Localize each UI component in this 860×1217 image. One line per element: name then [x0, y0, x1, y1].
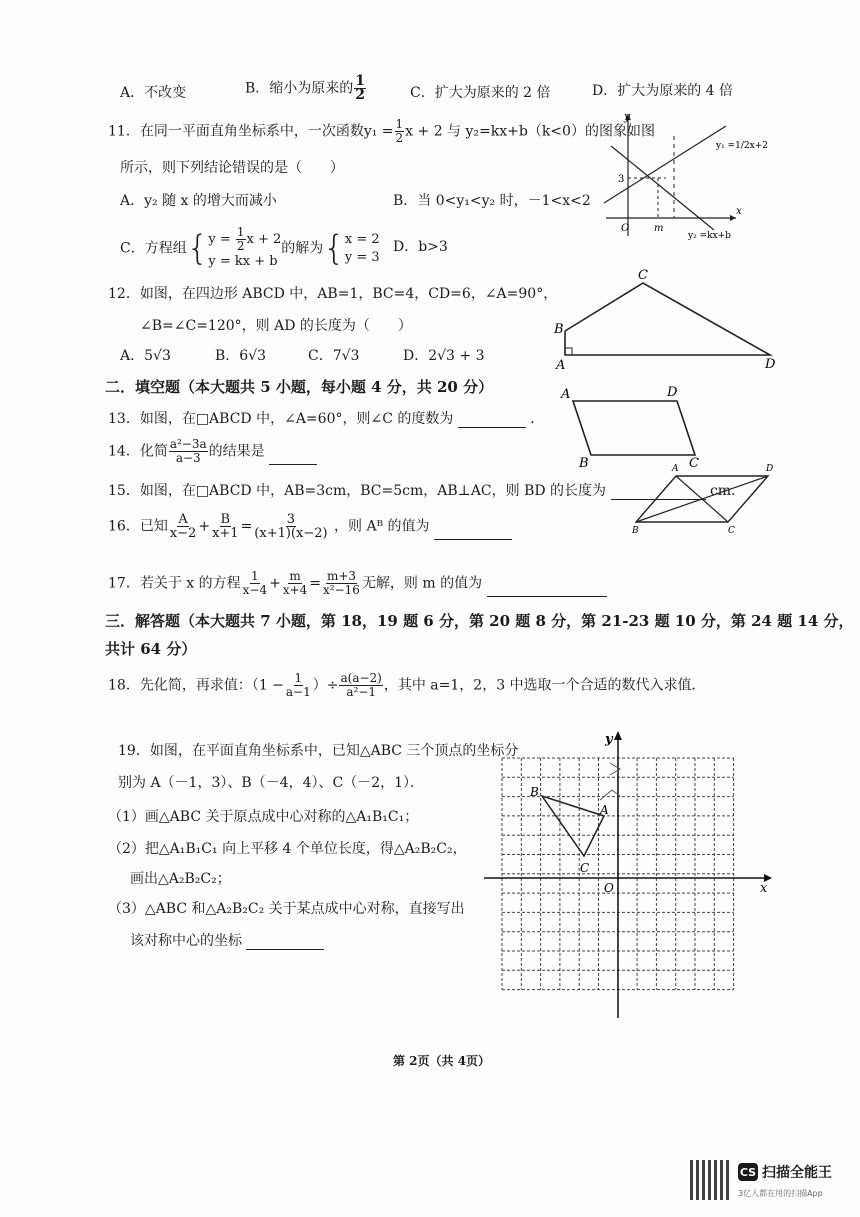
q12-quadrilateral-figure: [550, 265, 790, 373]
scanner-watermark: CS 扫描全能王: [739, 1165, 832, 1181]
q19-part2-cont: 画出△A₂B₂C₂；: [130, 871, 231, 887]
q15-label-b: B: [632, 526, 639, 536]
triangle-abc: [542, 796, 604, 856]
q10-option-a: A．不改变: [120, 85, 187, 101]
q13-parallelogram-figure: [555, 383, 705, 471]
q11-graph: [596, 108, 768, 243]
q15-stem: 15．如图，在□ABCD 中，AB=3cm，BC=5cm，AB⊥AC，则 BD 的长度为 cm．: [108, 483, 746, 499]
q12-option-c: C．7√3: [308, 348, 360, 364]
q15-label-c: C: [728, 526, 735, 536]
graph-y-label: y: [624, 110, 631, 123]
q13-label-d: D: [667, 385, 678, 400]
q10-option-b: B．缩小为原来的 $\frac{1}{2}$: [245, 73, 366, 103]
q15-label-d: D: [766, 464, 774, 474]
q13-stem: 13．如图，在□ABCD 中，∠A=60°，则∠C 的度数为 ．: [108, 411, 545, 427]
cs-logo-icon: CS: [738, 1163, 758, 1181]
scanner-watermark-sub: 3亿人都在用的扫描App: [738, 1189, 823, 1198]
section-three-title: 三．解答题（本大题共 7 小题，第 18，19 题 6 分，第 20 题 8 分，第 21-23 题 10 分，第 24 题 14 分，: [105, 612, 854, 630]
q15-parallelogram-figure: [628, 460, 778, 535]
q13-label-c: C: [689, 456, 699, 471]
q12-label-b: B: [554, 322, 564, 337]
q19-part3-cont: 该对称中心的坐标: [130, 930, 324, 950]
q11-option-d: D．b>3: [393, 239, 448, 255]
q11-option-b: B．当 0<y₁<y₂ 时，－1<x<2: [393, 193, 591, 209]
q12-stem-line1: 12．如图，在四边形 ABCD 中，AB=1，BC=4，CD=6，∠A=90°，: [108, 286, 558, 302]
q14-stem: 14．化简 $\frac{\text{a²−3a}}{a-3}$ 的结果是: [108, 438, 317, 465]
q15-label-a: A: [672, 464, 679, 474]
q13-label-a: A: [561, 387, 571, 402]
q11-option-c: C．方程组{ y = $\frac{1}{2}$ x + 2 y = kx + b 的解为{ x = 2 y = 3: [120, 225, 380, 269]
graph-m-label: m: [654, 223, 664, 234]
q12-label-d: D: [765, 357, 776, 372]
q19-stem-line1: 19．如图，在平面直角坐标系中，已知△ABC 三个顶点的坐标分: [118, 743, 519, 759]
q19-part1: （1）画△ABC 关于原点成中心对称的△A₁B₁C₁；: [108, 809, 419, 825]
grid-y-label: y: [605, 732, 613, 747]
page-footer: 第 2页（共 4页）: [393, 1054, 491, 1068]
q16-stem: 16．已知 $\frac{A}{x-2}$ + $\frac{B}{x+1}$ = $\frac{3}{(x+1)(x-2)}$ ，则 Aᴮ 的值为: [108, 513, 512, 540]
q19-part3: （3）△ABC 和△A₂B₂C₂ 关于某点成中心对称，直接写出: [108, 901, 465, 917]
q12-option-b: B．6√3: [215, 348, 267, 364]
q19-part2: （2）把△A₁B₁C₁ 向上平移 4 个单位长度，得△A₂B₂C₂，: [108, 841, 467, 857]
graph-origin-label: O: [621, 223, 630, 234]
q12-label-c: C: [638, 268, 648, 283]
y2-line: [611, 146, 714, 230]
section-three-title-cont: 共计 64 分）: [105, 640, 197, 658]
q13-label-b: B: [579, 456, 589, 471]
grid-origin-label: O: [604, 881, 614, 895]
q18-stem: 18．先化简，再求值：（1 − $\frac{1}{a-1}$ ）÷ $\frac{a(a-2)}{\text{a²−1}}$ ，其中 a=1，2，3 中选取一个合适的数代入求值．: [108, 671, 706, 699]
q12-label-a: A: [556, 358, 566, 373]
q10-option-c: C．扩大为原来的 2 倍: [410, 85, 551, 101]
qr-code-icon: [690, 1160, 730, 1200]
section-two-title: 二．填空题（本大题共 5 小题，每小题 4 分，共 20 分）: [105, 378, 494, 396]
q10-option-d: D．扩大为原来的 4 倍: [592, 83, 734, 99]
graph-three-label: 3: [618, 174, 625, 185]
q11-stem-line2: 所示，则下列结论错误的是（ ）: [120, 160, 344, 176]
q11-option-a: A．y₂ 随 x 的增大而减小: [120, 193, 277, 209]
q11-stem-line1: 11．在同一平面直角坐标系中，一次函数y₁ = $\frac{1}{2}$ x + 2 与 y₂=kx+b（k<0）的图象如图: [108, 117, 655, 145]
grid-label-b: B: [530, 785, 539, 799]
grid-x-label: x: [760, 881, 768, 896]
q12-option-a: A．5√3: [120, 348, 171, 364]
y1-line: [604, 126, 726, 203]
q17-stem: 17．若关于 x 的方程 $\frac{1}{x-4}$ + $\frac{m}{x+4}$ = $\frac{m+3}{\text{x²−16}}$ 无解，则 m 的值为: [108, 570, 607, 597]
q12-stem-line2: ∠B=∠C=120°，则 AD 的长度为（ ）: [140, 318, 412, 334]
q19-stem-line2: 别为 A（－1，3）、B（－4，4）、C（－2，1）．: [118, 775, 425, 791]
graph-y1-label: y₁ =1/2x+2: [716, 141, 768, 151]
q12-option-d: D．2√3 + 3: [403, 348, 485, 364]
grid-label-c: C: [580, 861, 590, 875]
q19-coordinate-grid: [480, 728, 780, 1028]
graph-x-label: x: [736, 206, 742, 217]
graph-y2-label: y₂ =kx+b: [688, 231, 731, 241]
grid-label-a: A: [600, 803, 609, 817]
